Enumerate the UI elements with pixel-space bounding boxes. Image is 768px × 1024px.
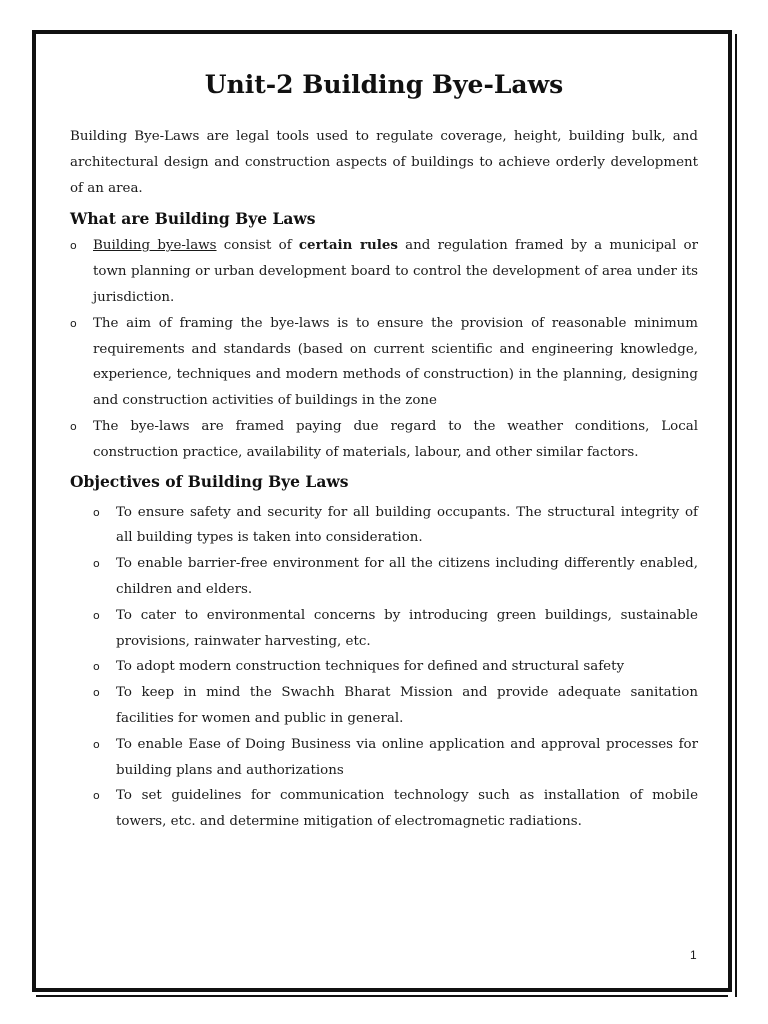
section-heading-what-are: What are Building Bye Laws — [70, 209, 316, 229]
list-item — [70, 311, 698, 414]
bullet-icon: o — [93, 660, 100, 674]
section-heading-objectives: Objectives of Building Bye Laws — [70, 471, 349, 491]
document-body — [70, 124, 698, 835]
list-item-text: The aim of framing the bye-laws is to ensure the provision of reasonable minimum requirements and standards (based on current scientific and engineering knowledge, experience, techniques and modern methods of construction) in the planning, designing and construction activities of buildings in the zone — [93, 315, 698, 409]
list-item-text: and regulation framed by a municipal or town planning or urban development board to control the development of area under its jurisdiction. — [93, 238, 698, 305]
bullet-icon: o — [70, 316, 77, 330]
page-number: 1 — [690, 948, 697, 962]
list-item — [93, 783, 698, 835]
list-item-text: The bye-laws are framed paying due regard to the weather conditions, Local construction practice, availability of materials, labour, and other similar factors. — [93, 418, 698, 460]
bullet-icon: o — [93, 686, 100, 700]
building-bye-laws-link[interactable]: Building bye-laws — [93, 238, 217, 254]
bullet-icon: o — [93, 505, 100, 519]
bullet-icon: o — [93, 737, 100, 751]
list-item-text: consist of — [216, 238, 299, 254]
list-item — [93, 551, 698, 603]
bullet-icon: o — [93, 557, 100, 571]
list-item — [93, 654, 698, 680]
list-item-text: To cater to environmental concerns by introducing green buildings, sustainable provisions, rainwater harvesting, etc. — [116, 607, 698, 649]
list-item-text: To adopt modern construction techniques for defined and structural safety — [116, 659, 625, 675]
bullet-icon: o — [70, 419, 77, 433]
bullet-icon: o — [93, 789, 100, 803]
list-item-text: To enable Ease of Doing Business via online application and approval processes for building plans and authorizations — [116, 736, 698, 778]
objectives-list — [70, 500, 698, 835]
bullet-icon: o — [93, 608, 100, 622]
list-item — [93, 603, 698, 655]
bullet-icon: o — [70, 239, 77, 253]
list-item-text: To keep in mind the Swachh Bharat Mission and provide adequate sanitation facilities for women and public in general. — [116, 685, 698, 726]
list-item — [93, 680, 698, 732]
list-item — [93, 732, 698, 784]
list-item-text: To ensure safety and security for all building occupants. The structural integrity of all building types is taken into consideration. — [116, 504, 698, 546]
list-item-text: To set guidelines for communication technology such as installation of mobile towers, etc. and determine mitigation of electromagnetic radiations. — [116, 788, 698, 830]
intro-paragraph: Building Bye-Laws are legal tools used to regulate coverage, height, building bulk, and architectural design and construction aspects of buildings to achieve orderly development of an area. — [70, 129, 698, 196]
bold-phrase: certain rules — [298, 237, 398, 254]
list-item — [70, 414, 698, 466]
definition-list — [70, 233, 698, 465]
page-title: Unit-2 Building Bye-Laws — [204, 70, 564, 99]
list-item — [93, 500, 698, 552]
list-item — [70, 233, 698, 310]
list-item-text: To enable barrier-free environment for all the citizens including differently enabled, children and elders. — [116, 556, 698, 597]
